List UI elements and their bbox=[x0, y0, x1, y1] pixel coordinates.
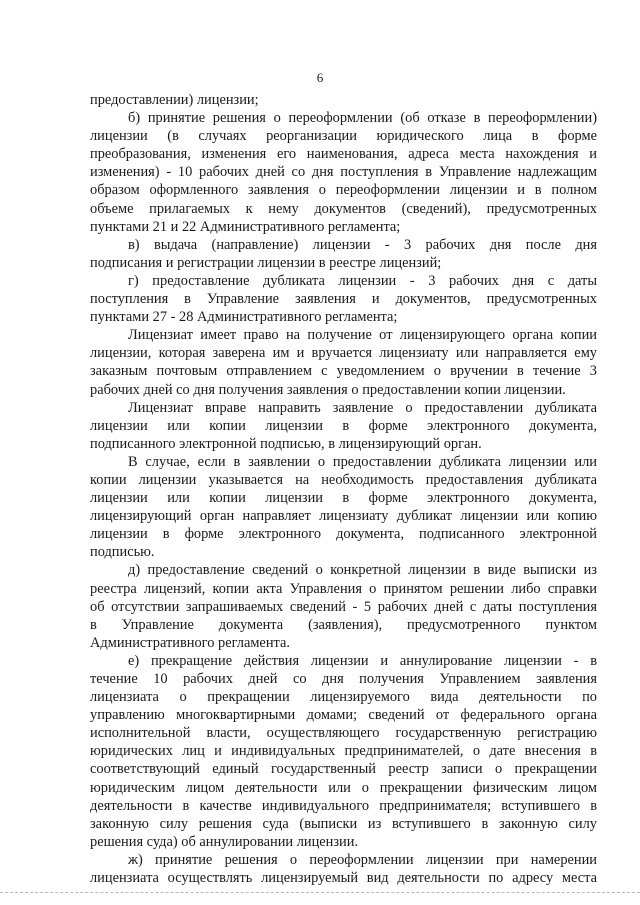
text-line: лицензии (в случаях реорганизации юридического лица в форме bbox=[90, 128, 597, 145]
text-line: Лицензиат вправе направить заявление о предоставлении дубликата bbox=[128, 399, 597, 416]
text-line: лицензиата о прекращении лицензируемого вида деятельности по bbox=[90, 689, 597, 706]
page-bottom-divider bbox=[0, 892, 640, 893]
text-line: подписанного электронной подписью, в лицензирующий орган. bbox=[90, 435, 482, 452]
text-line: лицензии, которая заверена им и вручается лицензиату или направляется ему bbox=[90, 345, 597, 362]
text-line: В случае, если в заявлении о предоставлении дубликата лицензии или bbox=[128, 453, 597, 470]
text-line: Лицензиат имеет право на получение от лицензирующего органа копии bbox=[128, 327, 597, 344]
body-text bbox=[90, 91, 597, 887]
text-line: лицензии или копии лицензии в форме электронного документа, bbox=[90, 490, 597, 507]
text-line: копии лицензии указывается на необходимость предоставления дубликата bbox=[90, 471, 597, 488]
text-line: заказным почтовым отправлением с уведомлением о вручении в течение 3 bbox=[90, 363, 597, 380]
text-line: подписью. bbox=[90, 544, 155, 561]
text-line: юридических лиц и индивидуальных предпринимателей, о дате внесения в bbox=[90, 743, 597, 760]
text-line: в Управление документа (заявления), предусмотренного пунктом bbox=[90, 616, 597, 633]
text-line: в) выдача (направление) лицензии - 3 рабочих дня после дня bbox=[128, 236, 597, 253]
text-line: объеме прилагаемых к нему документов (сведений), предусмотренных bbox=[90, 200, 597, 217]
text-line: изменения) - 10 рабочих дней со дня поступления в Управление надлежащим bbox=[90, 164, 597, 181]
text-line: лицензирующий орган направляет лицензиату дубликат лицензии или копию bbox=[90, 508, 597, 525]
text-line: лицензиата осуществлять лицензируемый вид деятельности по адресу места bbox=[90, 870, 597, 887]
text-line: ж) принятие решения о переоформлении лицензии при намерении bbox=[128, 851, 597, 868]
text-line: пунктами 21 и 22 Административного регламента; bbox=[90, 218, 401, 235]
text-line: течение 10 рабочих дней со дня получения Управлением заявления bbox=[90, 671, 597, 687]
text-line: рабочих дней со дня получения заявления о предоставлении копии лицензии. bbox=[90, 381, 566, 398]
text-line: поступления в Управление заявления и документов, предусмотренных bbox=[90, 291, 597, 308]
text-line: подписания и регистрации лицензии в реестре лицензий; bbox=[90, 254, 442, 271]
text-line: д) предоставление сведений о конкретной лицензии в виде выписки из bbox=[128, 562, 597, 579]
text-line: законную силу решения суда (выписки из вступившего в законную силу bbox=[90, 815, 597, 832]
text-line: исполнительной власти, осуществляющего государственную регистрацию bbox=[90, 725, 597, 742]
text-line: реестра лицензий, копии акта Управления о принятом решении либо справки bbox=[90, 580, 597, 597]
text-line: об отсутствии запрашиваемых сведений - 5 рабочих дней с даты поступления bbox=[90, 598, 597, 615]
text-line: управлению многоквартирными домами; сведений от федерального органа bbox=[90, 707, 597, 724]
text-line: соответствующий единый государственный реестр записи о прекращении bbox=[90, 761, 597, 778]
text-line: лицензии в форме электронного документа, подписанного электронной bbox=[90, 526, 597, 543]
text-line: решения суда) об аннулировании лицензии. bbox=[90, 833, 359, 850]
text-line: Административного регламента. bbox=[90, 634, 290, 651]
text-line: предоставлении) лицензии; bbox=[90, 92, 259, 108]
text-line: деятельности в качестве индивидуального предпринимателя; вступившего в bbox=[90, 797, 597, 814]
text-line: пунктами 27 - 28 Административного регламента; bbox=[90, 309, 398, 326]
text-line: б) принятие решения о переоформлении (об отказе в переоформлении) bbox=[128, 110, 597, 127]
text-line: юридическим лицом деятельности или о прекращении физическим лицом bbox=[90, 779, 597, 796]
text-line: г) предоставление дубликата лицензии - 3 рабочих дня с даты bbox=[128, 272, 597, 289]
text-line: образом оформленного заявления о переоформлении лицензии и в полном bbox=[90, 182, 597, 199]
page-number: 6 bbox=[316, 70, 324, 85]
text-line: лицензии или копии лицензии в форме электронного документа, bbox=[90, 417, 597, 434]
text-line: е) прекращение действия лицензии и аннулирование лицензии - в bbox=[128, 652, 597, 669]
text-line: преобразования, изменения его наименования, адреса места нахождения и bbox=[90, 146, 597, 163]
